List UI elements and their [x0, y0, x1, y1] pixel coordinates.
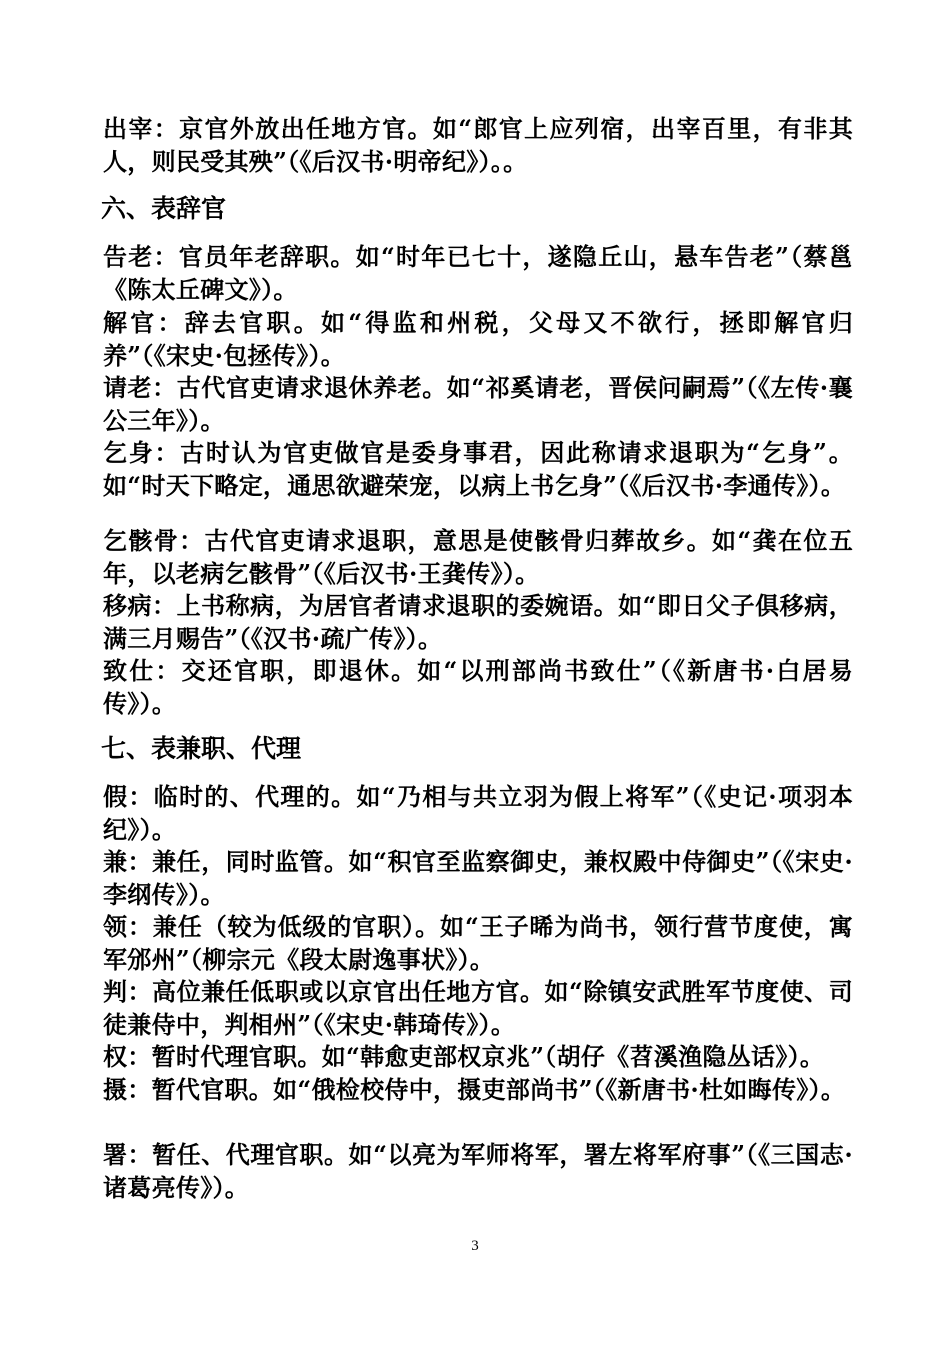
entry-shu: 署：暂任、代理官职。如“以亮为军师将军，署左将军府事”（《三国志·诸葛亮传》）。	[103, 1140, 853, 1202]
entry-jia: 假：临时的、代理的。如“乃相与共立羽为假上将军”（《史记·项羽本纪》）。	[103, 782, 853, 844]
entry-qihaigu: 乞骸骨：古代官吏请求退职，意思是使骸骨归葬故乡。如“龚在位五年，以老病乞骸骨”（《后汉书·王龚传》）。	[103, 526, 853, 588]
entry-chuzai: 出宰：京官外放出任地方官。如“郎官上应列宿，出宰百里，有非其人，则民受其殃”（《后汉书·明帝纪》）。。	[103, 114, 853, 176]
entry-qishen: 乞身：古时认为官吏做官是委身事君，因此称请求退职为“乞身”。如“时天下略定，通思欲避荣宠，以病上书乞身”（《后汉书·李通传》）。	[103, 438, 853, 500]
entry-yibing: 移病：上书称病，为居官者请求退职的委婉语。如“即日父子俱移病，满三月赐告”（《汉书·疏广传》）。	[103, 591, 853, 653]
entry-gaolao: 告老：官员年老辞职。如“时年已七十，遂隐丘山，悬车告老”（蔡邕《陈太丘碑文》）。	[103, 242, 853, 304]
entry-ling: 领：兼任（较为低级的官职）。如“王子晞为尚书，领行营节度使，寓军邠州”（柳宗元《段太尉逸事状》）。	[103, 912, 853, 974]
entry-pan: 判：高位兼任低职或以京官出任地方官。如“除镇安武胜军节度使、司徒兼侍中，判相州”（《宋史·韩琦传》）。	[103, 977, 853, 1039]
section-heading-6: 六、表辞官	[101, 194, 227, 223]
section-heading-7: 七、表兼职、代理	[101, 734, 302, 763]
entry-quan: 权：暂时代理官职。如“韩愈吏部权京兆”（胡仔《苕溪渔隐丛话》）。	[103, 1042, 825, 1071]
entry-zhishi: 致仕：交还官职，即退休。如“以刑部尚书致仕”（《新唐书·白居易传》）。	[103, 656, 853, 718]
entry-qinglao: 请老：古代官吏请求退休养老。如“祁奚请老，晋侯问嗣焉”（《左传·襄公三年》）。	[103, 373, 853, 435]
entry-jieguan: 解官：辞去官职。如“得监和州税，父母又不欲行，拯即解官归养”（《宋史·包拯传》）。	[103, 308, 853, 370]
entry-she: 摄：暂代官职。如“俄检校侍中，摄吏部尚书”（《新唐书·杜如晦传》）。	[103, 1075, 846, 1104]
page-number: 3	[471, 1238, 479, 1254]
entry-jian: 兼：兼任，同时监管。如“积官至监察御史，兼权殿中侍御史”（《宋史·李纲传》）。	[103, 847, 853, 909]
